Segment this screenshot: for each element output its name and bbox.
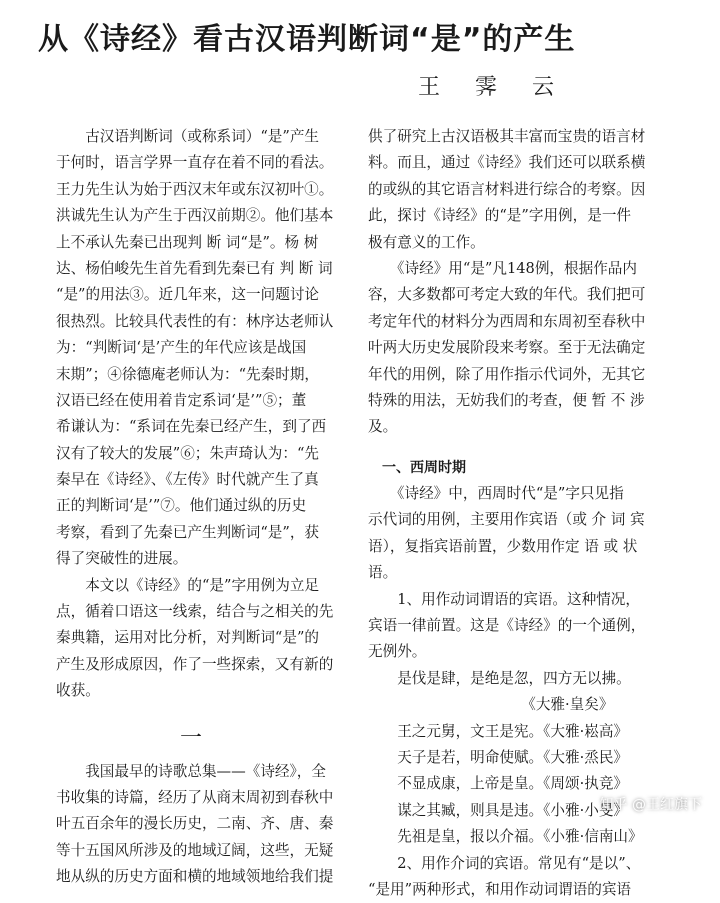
text-line: 《诗经》用“是”凡148例，根据作品内: [368, 259, 637, 277]
text-line: 于何时，语言学界一直存在着不同的看法。: [56, 154, 334, 172]
text-line: 《大雅·皇矣》: [368, 696, 614, 714]
text-line: 料。而且，通过《诗经》我们还可以联系横: [368, 154, 646, 172]
text-line: 示代词的用例，主要用作宾语（或 介 词 宾: [368, 511, 645, 529]
text-line: 供了研究上古汉语极其丰富而宝贵的语言材: [368, 128, 646, 145]
text-line: 为：“判断词‘是’产生的年代应该是战国: [56, 339, 307, 357]
text-line: 及。: [368, 418, 398, 436]
text-line: 秦典籍，运用对比分析，对判断词“是”的: [56, 629, 320, 647]
author-name: 王 霁 云: [418, 75, 568, 100]
text-line: 书收集的诗篇，经历了从商末周初到春秋中: [56, 788, 334, 806]
text-line: 1、用作动词谓语的宾语。这种情况，: [368, 590, 640, 608]
text-line: 无例外。: [368, 643, 427, 661]
text-line: 的或纵的其它语言材料进行综合的考察。因: [368, 180, 646, 198]
text-line: “是用”两种形式，和用作动词谓语的宾语: [368, 880, 632, 898]
text-line: 叶两大历史发展阶段来考察。至于无法确定: [368, 339, 646, 357]
text-line: 天子是若，明命使赋。《大雅·烝民》: [368, 748, 629, 766]
text-line: 汉语已经在使用着肯定系词‘是’”⑤；董: [56, 391, 307, 409]
right-column: [368, 124, 668, 903]
text-line: 容，大多数都可考定大致的年代。我们把可: [368, 286, 646, 304]
text-line: “是”的用法③。近几年来，这一问题讨论: [56, 286, 320, 304]
text-line: 此，探讨《诗经》的“是”字用例，是一件: [368, 207, 632, 225]
text-line: 本文以《诗经》的“是”字用例为立足: [56, 576, 320, 594]
text-line: 末期”；④徐德庵老师认为：“先秦时期，: [56, 365, 320, 383]
text-line: 等十五国风所涉及的地域辽阔，这些，无疑: [56, 841, 334, 859]
text-line: 特殊的用法，无妨我们的考查，便 暂 不 涉: [368, 391, 645, 409]
text-line: 宾语一律前置。这是《诗经》的一个通例，: [368, 617, 646, 635]
text-line: 洪诚先生认为产生于西汉前期②。他们基本: [56, 207, 334, 225]
text-line: 希谦认为：“系词在先秦已经产生，到了西: [56, 418, 327, 436]
right-section-body: [368, 481, 668, 903]
text-line: 谋之其臧，则具是违。《小雅·小旻》: [368, 801, 629, 819]
text-line: 不显成康，上帝是皇。《周颂·执竞》: [368, 775, 629, 793]
section-heading: 一、西周时期: [368, 459, 466, 476]
text-line: 叶五百余年的漫长历史，二南、齐、唐、秦: [56, 815, 334, 833]
text-line: 年代的用例，除了用作指示代词外，无其它: [368, 365, 646, 383]
heading-spacer: [368, 441, 668, 455]
text-line: 秦早在《诗经》、《左传》时代就产生了真: [56, 471, 319, 489]
text-line: 语。: [368, 564, 398, 582]
text-line: 我国最早的诗歌总集——《诗经》，全: [56, 762, 326, 780]
text-line: 极有意义的工作。: [368, 233, 485, 251]
text-line: 达、杨伯峻先生首先看到先秦已有 判 断 词: [56, 259, 333, 277]
text-line: 收获。: [56, 682, 100, 700]
text-line: 是伐是肆，是绝是忽，四方无以拂。: [368, 669, 631, 687]
text-line: 汉有了较大的发展”⑥；朱声琦认为：“先: [56, 444, 320, 462]
text-line: 考定年代的材料分为西周和东周初至春秋中: [368, 312, 646, 330]
text-line: 产生及形成原因，作了一些探索，又有新的: [56, 655, 334, 673]
text-line: 很热烈。比较具代表性的有：林序达老师认: [56, 312, 334, 330]
text-line: 上不承认先秦已出现判 断 词“是”。杨 树: [56, 233, 319, 251]
text-line: 地从纵的历史方面和横的地域领地给我们提: [56, 868, 334, 886]
section-spacer: [56, 705, 326, 719]
watermark: 知乎 @王红旗下: [599, 797, 702, 813]
text-line: 古汉语判断词（或称系词）“是”产生: [56, 128, 320, 145]
text-line: 语），复指宾语前置，少数用作定 语 或 状: [368, 537, 638, 555]
article-title: 从《诗经》看古汉语判断词“是”的产生: [38, 22, 576, 57]
text-line: 考察，看到了先秦已产生判断词“是”，获: [56, 523, 320, 541]
right-paragraphs: [368, 124, 668, 441]
left-section-paragraph: [56, 759, 334, 891]
text-line: 得了突破性的进展。: [56, 550, 188, 568]
left-column: [56, 124, 334, 891]
section-mark: 一: [179, 725, 202, 751]
text-line: 2、用作介词的宾语。常见有“是以”、: [368, 854, 641, 872]
left-intro-paragraphs: [56, 124, 334, 705]
text-line: 正的判断词‘是’”⑦。他们通过纵的历史: [56, 497, 307, 515]
text-line: 点，循着口语这一线索，结合与之相关的先: [56, 603, 334, 621]
text-line: 先祖是皇，报以介福。《小雅·信南山》: [368, 828, 643, 846]
text-line: 《诗经》中，西周时代“是”字只见指: [368, 485, 624, 503]
text-line: 王力先生认为始于西汉末年或东汉初叶①。: [56, 180, 334, 198]
text-line: 王之元舅，文王是宪。《大雅·崧高》: [368, 722, 629, 740]
